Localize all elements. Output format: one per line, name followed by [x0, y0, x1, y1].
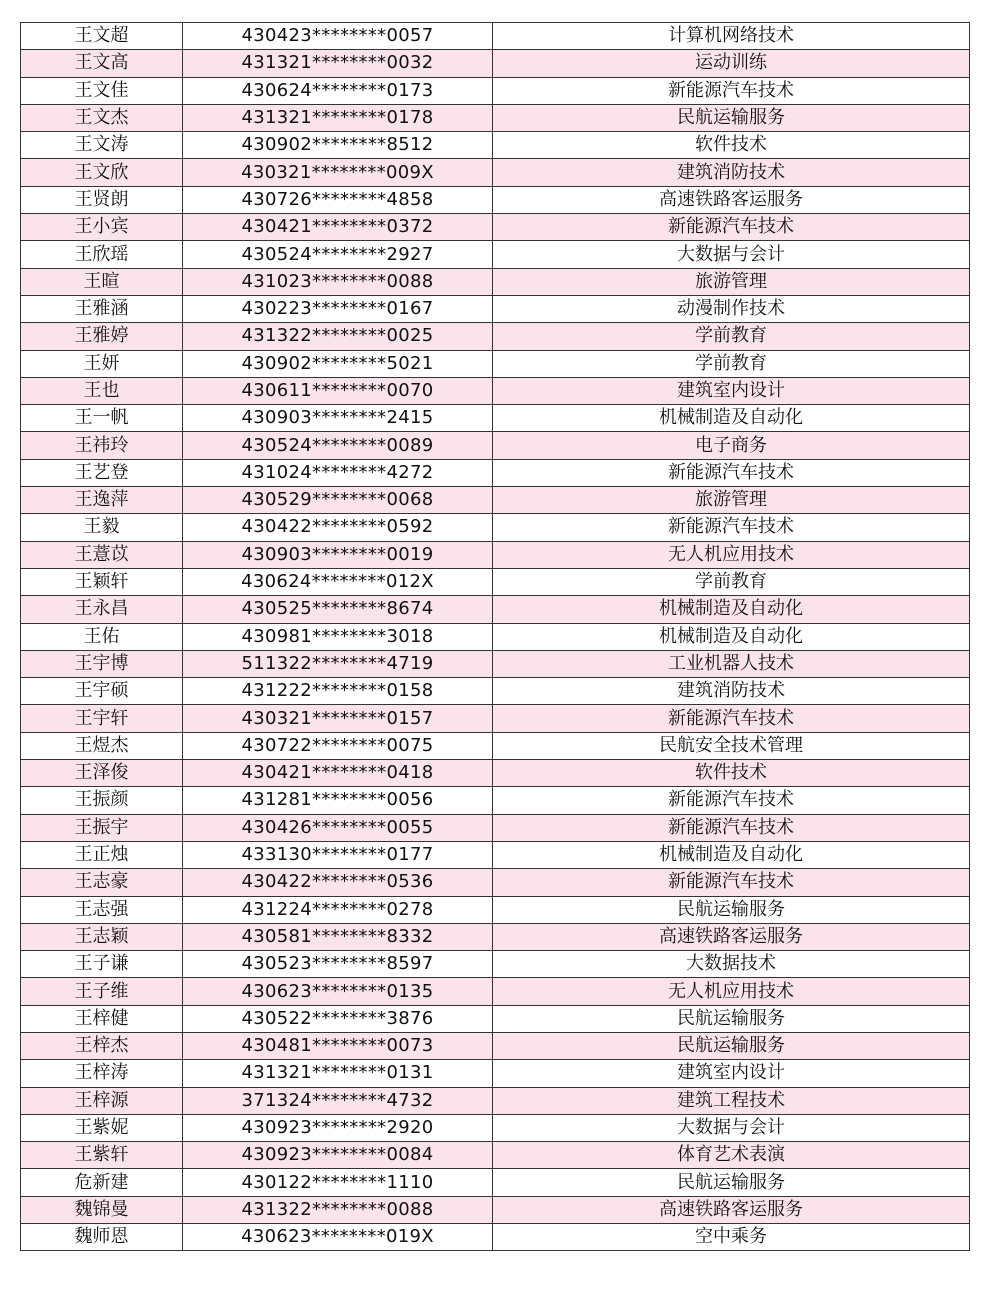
- table-row: [21, 1032, 970, 1059]
- table-row: [21, 104, 970, 131]
- name-cell: 王梓杰: [21, 1032, 183, 1059]
- id-number-cell: 430525********8674: [183, 596, 493, 623]
- id-number-cell: 430903********0019: [183, 541, 493, 568]
- id-number-cell: 431023********0088: [183, 268, 493, 295]
- id-number-cell: 430923********0084: [183, 1142, 493, 1169]
- major-cell: 工业机器人技术: [493, 650, 970, 677]
- name-cell: 王宇博: [21, 650, 183, 677]
- major-cell: 无人机应用技术: [493, 978, 970, 1005]
- id-number-cell: 511322********4719: [183, 650, 493, 677]
- name-cell: 王永昌: [21, 596, 183, 623]
- table-row: [21, 487, 970, 514]
- name-cell: 王宇硕: [21, 678, 183, 705]
- name-cell: 王薏苡: [21, 541, 183, 568]
- major-cell: 运动训练: [493, 50, 970, 77]
- id-number-cell: 430623********0135: [183, 978, 493, 1005]
- id-number-cell: 430726********4858: [183, 186, 493, 213]
- id-number-cell: 430122********1110: [183, 1169, 493, 1196]
- id-number-cell: 430523********8597: [183, 951, 493, 978]
- student-table-body: [21, 23, 970, 1251]
- table-row: [21, 295, 970, 322]
- name-cell: 王文欣: [21, 159, 183, 186]
- table-row: [21, 978, 970, 1005]
- name-cell: 王振宇: [21, 814, 183, 841]
- name-cell: 王毅: [21, 514, 183, 541]
- id-number-cell: 433130********0177: [183, 841, 493, 868]
- table-row: [21, 732, 970, 759]
- table-row: [21, 869, 970, 896]
- table-row: [21, 268, 970, 295]
- major-cell: 学前教育: [493, 350, 970, 377]
- table-row: [21, 787, 970, 814]
- name-cell: 王文涛: [21, 132, 183, 159]
- id-number-cell: 430522********3876: [183, 1005, 493, 1032]
- table-row: [21, 186, 970, 213]
- name-cell: 王逸萍: [21, 487, 183, 514]
- major-cell: 民航运输服务: [493, 1032, 970, 1059]
- id-number-cell: 430421********0372: [183, 214, 493, 241]
- major-cell: 新能源汽车技术: [493, 514, 970, 541]
- table-row: [21, 1169, 970, 1196]
- major-cell: 建筑室内设计: [493, 377, 970, 404]
- table-row: [21, 650, 970, 677]
- id-number-cell: 431322********0025: [183, 323, 493, 350]
- id-number-cell: 430529********0068: [183, 487, 493, 514]
- major-cell: 大数据技术: [493, 951, 970, 978]
- id-number-cell: 431321********0032: [183, 50, 493, 77]
- major-cell: 新能源汽车技术: [493, 77, 970, 104]
- major-cell: 民航运输服务: [493, 896, 970, 923]
- table-row: [21, 514, 970, 541]
- major-cell: 民航安全技术管理: [493, 732, 970, 759]
- major-cell: 旅游管理: [493, 268, 970, 295]
- major-cell: 民航运输服务: [493, 104, 970, 131]
- id-number-cell: 430624********0173: [183, 77, 493, 104]
- major-cell: 机械制造及自动化: [493, 596, 970, 623]
- id-number-cell: 431321********0131: [183, 1060, 493, 1087]
- name-cell: 王煜杰: [21, 732, 183, 759]
- id-number-cell: 430624********012X: [183, 568, 493, 595]
- id-number-cell: 430223********0167: [183, 295, 493, 322]
- name-cell: 魏师恩: [21, 1224, 183, 1251]
- major-cell: 机械制造及自动化: [493, 841, 970, 868]
- table-row: [21, 77, 970, 104]
- major-cell: 软件技术: [493, 132, 970, 159]
- table-row: [21, 896, 970, 923]
- id-number-cell: 430623********019X: [183, 1224, 493, 1251]
- major-cell: 无人机应用技术: [493, 541, 970, 568]
- major-cell: 大数据与会计: [493, 241, 970, 268]
- major-cell: 机械制造及自动化: [493, 623, 970, 650]
- name-cell: 王颖轩: [21, 568, 183, 595]
- table-row: [21, 241, 970, 268]
- name-cell: 王志颖: [21, 923, 183, 950]
- table-row: [21, 432, 970, 459]
- id-number-cell: 430524********0089: [183, 432, 493, 459]
- major-cell: 高速铁路客运服务: [493, 186, 970, 213]
- table-row: [21, 1196, 970, 1223]
- name-cell: 王祎玲: [21, 432, 183, 459]
- id-number-cell: 430923********2920: [183, 1114, 493, 1141]
- name-cell: 王子谦: [21, 951, 183, 978]
- name-cell: 王宇轩: [21, 705, 183, 732]
- major-cell: 高速铁路客运服务: [493, 1196, 970, 1223]
- major-cell: 体育艺术表演: [493, 1142, 970, 1169]
- major-cell: 学前教育: [493, 568, 970, 595]
- table-row: [21, 596, 970, 623]
- major-cell: 软件技术: [493, 760, 970, 787]
- major-cell: 电子商务: [493, 432, 970, 459]
- table-row: [21, 1005, 970, 1032]
- name-cell: 王志强: [21, 896, 183, 923]
- id-number-cell: 430981********3018: [183, 623, 493, 650]
- name-cell: 王一帆: [21, 405, 183, 432]
- name-cell: 王欣瑶: [21, 241, 183, 268]
- major-cell: 新能源汽车技术: [493, 214, 970, 241]
- id-number-cell: 430426********0055: [183, 814, 493, 841]
- table-row: [21, 132, 970, 159]
- id-number-cell: 430422********0536: [183, 869, 493, 896]
- id-number-cell: 430722********0075: [183, 732, 493, 759]
- id-number-cell: 431222********0158: [183, 678, 493, 705]
- major-cell: 计算机网络技术: [493, 23, 970, 50]
- major-cell: 旅游管理: [493, 487, 970, 514]
- table-row: [21, 1142, 970, 1169]
- name-cell: 王紫轩: [21, 1142, 183, 1169]
- table-row: [21, 405, 970, 432]
- major-cell: 建筑消防技术: [493, 678, 970, 705]
- major-cell: 空中乘务: [493, 1224, 970, 1251]
- table-row: [21, 1060, 970, 1087]
- major-cell: 高速铁路客运服务: [493, 923, 970, 950]
- major-cell: 新能源汽车技术: [493, 705, 970, 732]
- student-table: [20, 22, 970, 1251]
- name-cell: 王振颜: [21, 787, 183, 814]
- name-cell: 王子维: [21, 978, 183, 1005]
- id-number-cell: 430903********2415: [183, 405, 493, 432]
- id-number-cell: 430421********0418: [183, 760, 493, 787]
- name-cell: 王暄: [21, 268, 183, 295]
- table-row: [21, 923, 970, 950]
- major-cell: 建筑工程技术: [493, 1087, 970, 1114]
- id-number-cell: 431281********0056: [183, 787, 493, 814]
- table-row: [21, 760, 970, 787]
- id-number-cell: 430902********8512: [183, 132, 493, 159]
- id-number-cell: 430422********0592: [183, 514, 493, 541]
- major-cell: 学前教育: [493, 323, 970, 350]
- id-number-cell: 430581********8332: [183, 923, 493, 950]
- major-cell: 建筑消防技术: [493, 159, 970, 186]
- name-cell: 王泽俊: [21, 760, 183, 787]
- id-number-cell: 430611********0070: [183, 377, 493, 404]
- major-cell: 机械制造及自动化: [493, 405, 970, 432]
- table-row: [21, 568, 970, 595]
- id-number-cell: 431224********0278: [183, 896, 493, 923]
- name-cell: 王文杰: [21, 104, 183, 131]
- name-cell: 王佑: [21, 623, 183, 650]
- name-cell: 王文佳: [21, 77, 183, 104]
- name-cell: 王紫妮: [21, 1114, 183, 1141]
- name-cell: 王志豪: [21, 869, 183, 896]
- id-number-cell: 430321********0157: [183, 705, 493, 732]
- table-row: [21, 814, 970, 841]
- table-row: [21, 841, 970, 868]
- id-number-cell: 430524********2927: [183, 241, 493, 268]
- table-row: [21, 377, 970, 404]
- table-row: [21, 323, 970, 350]
- id-number-cell: 431024********4272: [183, 459, 493, 486]
- name-cell: 王妍: [21, 350, 183, 377]
- name-cell: 危新建: [21, 1169, 183, 1196]
- table-row: [21, 705, 970, 732]
- table-row: [21, 459, 970, 486]
- major-cell: 新能源汽车技术: [493, 787, 970, 814]
- name-cell: 王艺登: [21, 459, 183, 486]
- major-cell: 大数据与会计: [493, 1114, 970, 1141]
- name-cell: 王贤朗: [21, 186, 183, 213]
- table-row: [21, 214, 970, 241]
- table-row: [21, 1087, 970, 1114]
- major-cell: 新能源汽车技术: [493, 814, 970, 841]
- id-number-cell: 431321********0178: [183, 104, 493, 131]
- name-cell: 王小宾: [21, 214, 183, 241]
- name-cell: 王也: [21, 377, 183, 404]
- major-cell: 动漫制作技术: [493, 295, 970, 322]
- table-row: [21, 1224, 970, 1251]
- name-cell: 王正烛: [21, 841, 183, 868]
- name-cell: 王文超: [21, 23, 183, 50]
- id-number-cell: 371324********4732: [183, 1087, 493, 1114]
- major-cell: 民航运输服务: [493, 1169, 970, 1196]
- table-row: [21, 23, 970, 50]
- major-cell: 建筑室内设计: [493, 1060, 970, 1087]
- id-number-cell: 430321********009X: [183, 159, 493, 186]
- id-number-cell: 431322********0088: [183, 1196, 493, 1223]
- table-row: [21, 678, 970, 705]
- id-number-cell: 430481********0073: [183, 1032, 493, 1059]
- table-row: [21, 350, 970, 377]
- name-cell: 王梓健: [21, 1005, 183, 1032]
- table-row: [21, 541, 970, 568]
- major-cell: 民航运输服务: [493, 1005, 970, 1032]
- table-row: [21, 50, 970, 77]
- name-cell: 王雅婷: [21, 323, 183, 350]
- table-row: [21, 623, 970, 650]
- name-cell: 魏锦曼: [21, 1196, 183, 1223]
- name-cell: 王文高: [21, 50, 183, 77]
- table-row: [21, 1114, 970, 1141]
- id-number-cell: 430423********0057: [183, 23, 493, 50]
- major-cell: 新能源汽车技术: [493, 869, 970, 896]
- name-cell: 王梓涛: [21, 1060, 183, 1087]
- table-row: [21, 951, 970, 978]
- table-row: [21, 159, 970, 186]
- name-cell: 王梓源: [21, 1087, 183, 1114]
- name-cell: 王雅涵: [21, 295, 183, 322]
- major-cell: 新能源汽车技术: [493, 459, 970, 486]
- id-number-cell: 430902********5021: [183, 350, 493, 377]
